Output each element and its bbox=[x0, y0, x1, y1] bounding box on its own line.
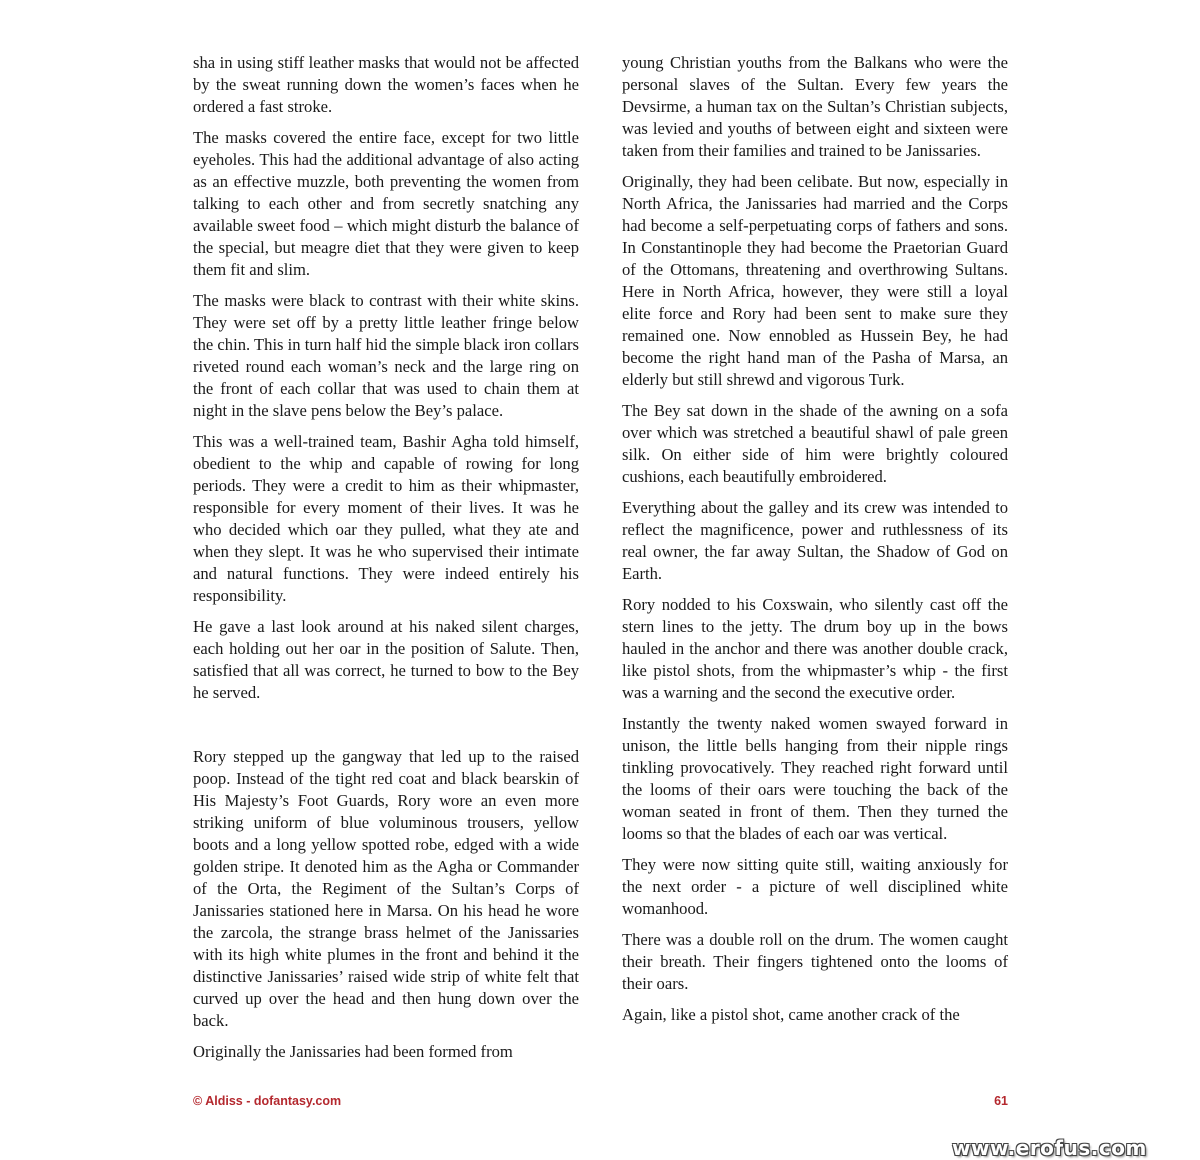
paragraph: The Bey sat down in the shade of the awning on a sofa over which was stretched a beautiful shawl of pale green silk. On either side of him were brightly coloured cushions, each beautifully embroidered. bbox=[622, 401, 1008, 486]
right-column bbox=[622, 52, 1008, 1035]
paragraph: They were now sitting quite still, waiting anxiously for the next order - a picture of well disciplined white womanhood. bbox=[622, 855, 1008, 918]
paragraph: Rory nodded to his Coxswain, who silently cast off the stern lines to the jetty. The drum boy up in the bows hauled in the anchor and there was another double crack, like pistol shots, from the whipmaster’s whip - the first was a warning and the second the executive order. bbox=[622, 595, 1008, 702]
paragraph: This was a well-trained team, Bashir Agha told himself, obedient to the whip and capable of rowing for long periods. They were a credit to him as their whipmaster, responsible for every moment of their lives. It was he who decided which oar they pulled, what they ate and when they slept. It was he who supervised their intimate and natural functions. They were indeed entirely his responsibility. bbox=[193, 432, 579, 605]
paragraph: Originally, they had been celibate. But now, especially in North Africa, the Janissaries had married and the Corps had become a self-perpetuating corps of fathers and sons. In Constantinople they had become the Praetorian Guard of the Ottomans, threatening and overthrowing Sultans. Here in North Africa, however, they were still a loyal elite force and Rory had been sent to make sure they remained one. Now ennobled as Hussein Bey, he had become the right hand man of the Pasha of Marsa, an elderly but still shrewd and vigorous Turk. bbox=[622, 172, 1008, 389]
page-number: 61 bbox=[994, 1094, 1008, 1108]
paragraph: There was a double roll on the drum. The women caught their breath. Their fingers tightened onto the looms of their oars. bbox=[622, 930, 1008, 993]
paragraph: The masks covered the entire face, except for two little eyeholes. This had the additional advantage of also acting as an effective muzzle, both preventing the women from talking to each other and from secretly snatching any available sweet food – which might disturb the balance of the special, but meagre diet that they were given to keep them fit and slim. bbox=[193, 128, 579, 279]
paragraph: Again, like a pistol shot, came another crack of the bbox=[622, 1005, 960, 1024]
paragraph: sha in using stiff leather masks that would not be affected by the sweat running down the women’s faces when he ordered a fast stroke. bbox=[193, 53, 579, 116]
paragraph: The masks were black to contrast with their white skins. They were set off by a pretty little leather fringe below the chin. This in turn half hid the simple black iron collars riveted round each woman’s neck and the large ring on the front of each collar that was used to chain them at night in the slave pens below the Bey’s palace. bbox=[193, 291, 579, 420]
watermark: www.erofus.com bbox=[952, 1136, 1147, 1160]
paragraph: Originally the Janissaries had been formed from bbox=[193, 1042, 513, 1061]
paragraph: He gave a last look around at his naked silent charges, each holding out her oar in the position of Salute. Then, satisfied that all was correct, he turned to bow to the Bey he served. bbox=[193, 617, 579, 702]
paragraph: Rory stepped up the gangway that led up to the raised poop. Instead of the tight red coat and black bearskin of His Majesty’s Foot Guards, Rory wore an even more striking uniform of blue voluminous trousers, yellow boots and a long yellow spotted robe, edged with a wide golden stripe. It denoted him as the Agha or Commander of the Orta, the Regiment of the Sultan’s Corps of Janissaries stationed here in Marsa. On his head he wore the zarcola, the strange brass helmet of the Janissaries with its high white plumes in the front and behind it the distinctive Janissaries’ raised wide strip of white felt that curved up over the head and then hung down over the back. bbox=[193, 747, 579, 1030]
footer-copyright: © Aldiss - dofantasy.com bbox=[193, 1094, 342, 1108]
left-column bbox=[193, 52, 579, 1072]
paragraph: Everything about the galley and its crew was intended to reflect the magnificence, power and ruthlessness of its real owner, the far away Sultan, the Shadow of God on Earth. bbox=[622, 498, 1008, 583]
paragraph: Instantly the twenty naked women swayed forward in unison, the little bells hanging from their nipple rings tinkling provocatively. They reached right forward until the looms of their oars were touching the back of the woman seated in front of them. Then they turned the looms so that the blades of each oar was vertical. bbox=[622, 714, 1008, 843]
paragraph: young Christian youths from the Balkans who were the personal slaves of the Sultan. Every few years the Devsirme, a human tax on the Sultan’s Christian subjects, was levied and youths of between eight and sixteen were taken from their families and trained to be Janissaries. bbox=[622, 53, 1008, 160]
